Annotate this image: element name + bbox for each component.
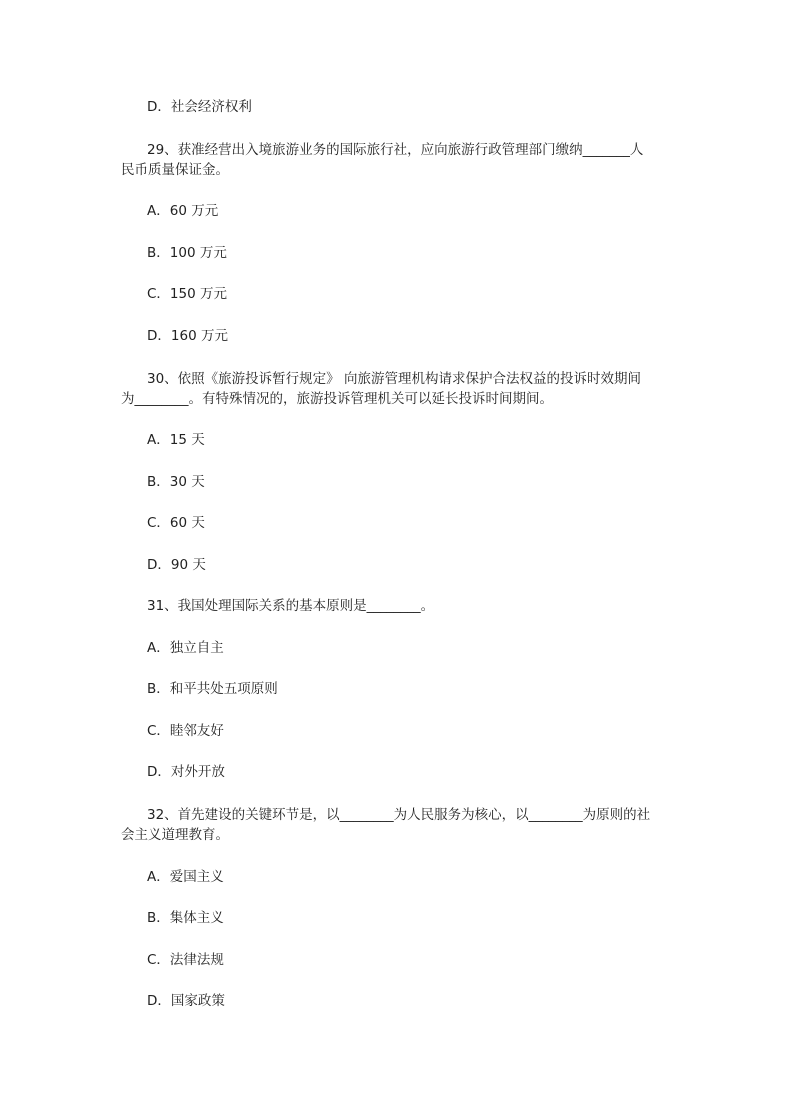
- question-31-option-d: D．对外开放: [147, 764, 225, 780]
- question-29-option-a: A．60 万元: [147, 203, 219, 219]
- question-32-option-d: D．国家政策: [147, 993, 225, 1009]
- question-29-option-d: D．160 万元: [147, 328, 228, 344]
- question-32-option-a: A．爱国主义: [147, 869, 224, 885]
- question-30-stem-continued: 为________。有特殊情况的，旅游投诉管理机关可以延长投诉时间期间。: [121, 391, 553, 407]
- question-32-option-c: C．法律法规: [147, 952, 224, 968]
- question-29-stem: 29、获准经营出入境旅游业务的国际旅行社，应向旅游行政管理部门缴纳_______人: [147, 142, 644, 158]
- question-32-stem: 32、首先建设的关键环节是，以________为人民服务为核心，以________为原则的社: [147, 807, 651, 823]
- question-32-stem-continued: 会主义道理教育。: [121, 827, 229, 843]
- question-30-option-d: D．90 天: [147, 557, 206, 573]
- question-30-option-b: B．30 天: [147, 474, 205, 490]
- question-30-option-a: A．15 天: [147, 432, 205, 448]
- question-32-option-b: B．集体主义: [147, 910, 224, 926]
- question-31-option-c: C．睦邻友好: [147, 723, 224, 739]
- question-29-option-c: C．150 万元: [147, 286, 227, 302]
- question-31-option-b: B．和平共处五项原则: [147, 681, 278, 697]
- option-item: D．社会经济权利: [147, 99, 252, 115]
- question-31-stem: 31、我国处理国际关系的基本原则是________。: [147, 598, 435, 614]
- question-30-stem: 30、依照《旅游投诉暂行规定》 向旅游管理机构请求保护合法权益的投诉时效期间: [147, 371, 641, 387]
- question-29-option-b: B．100 万元: [147, 245, 227, 261]
- question-30-option-c: C．60 天: [147, 515, 205, 531]
- question-29-stem-continued: 民币质量保证金。: [121, 162, 229, 178]
- question-31-option-a: A．独立自主: [147, 640, 224, 656]
